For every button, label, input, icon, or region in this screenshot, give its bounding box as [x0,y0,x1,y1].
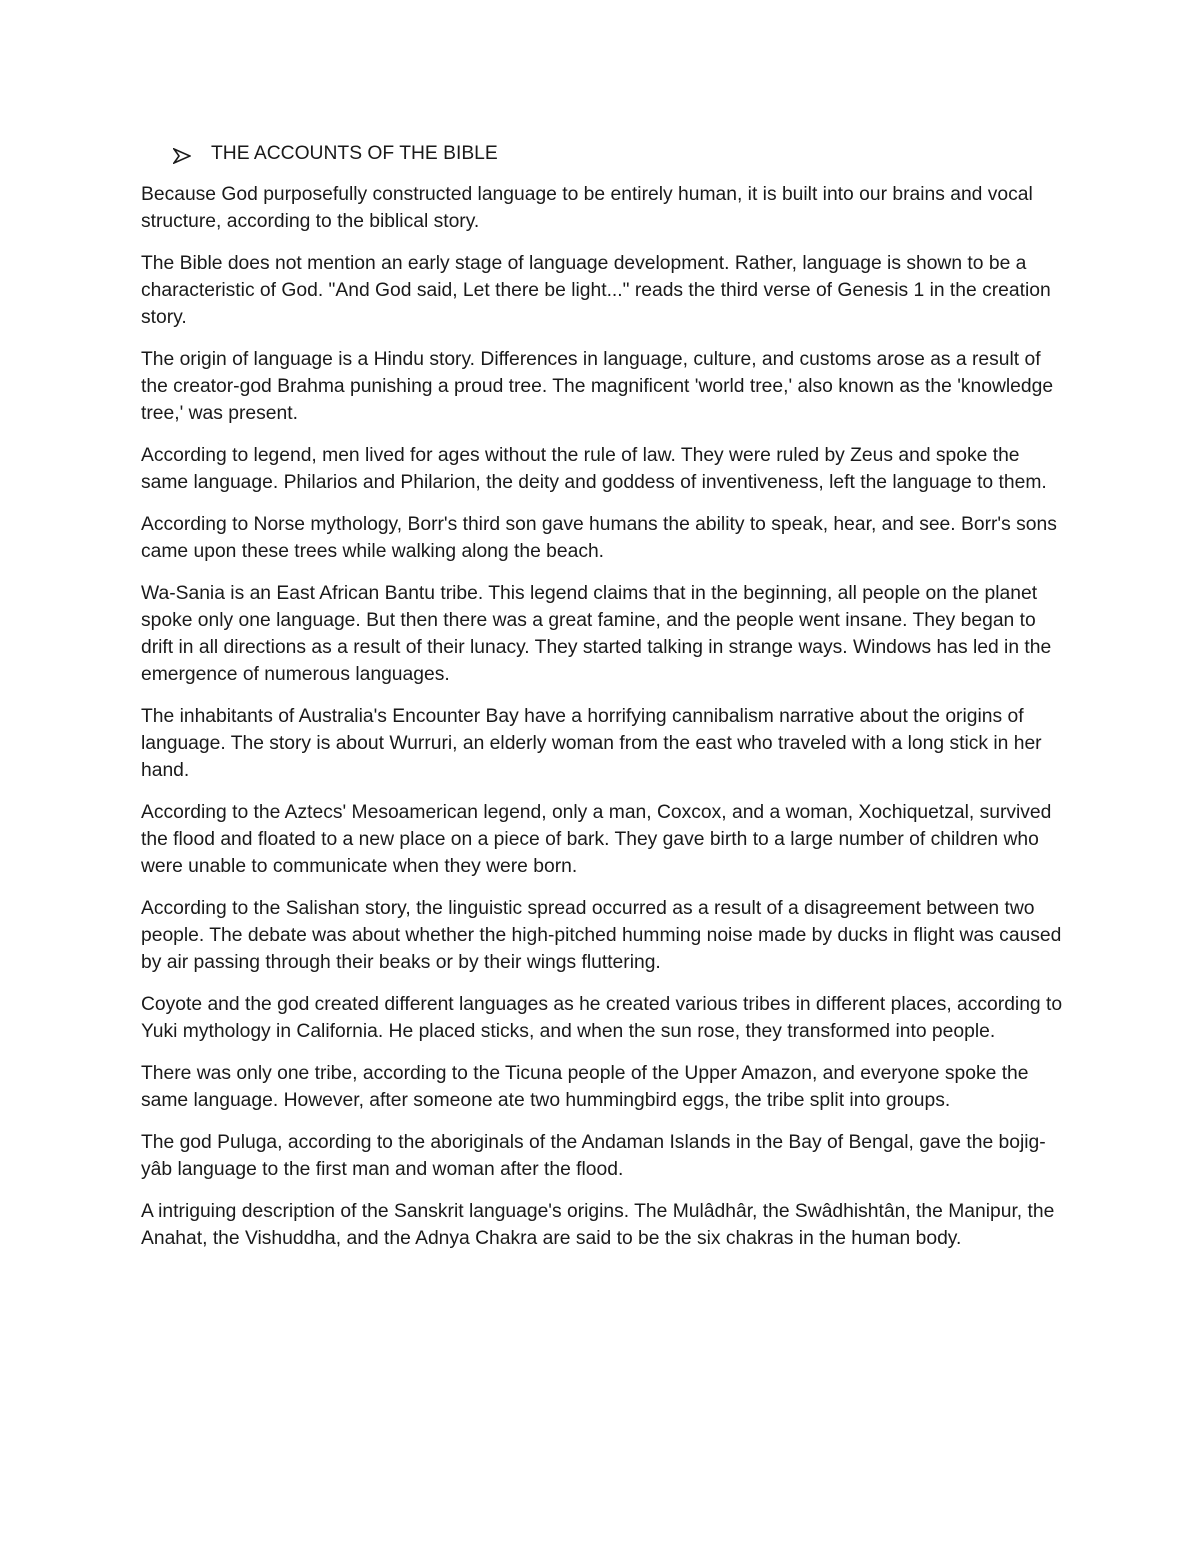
paragraph-andaman-islands: The god Puluga, according to the aboriginals of the Andaman Islands in the Bay of Bengal, gave the bojig-yâb language to the first man and woman after the flood. [141,1132,1046,1180]
paragraph-wa-sania: Wa-Sania is an East African Bantu tribe. This legend claims that in the beginning, all people on the planet spoke only one language. But then there was a great famine, and the people went insane. They began to drift in all directions as a result of their lunacy. They started talking in strange ways. Windows has led in the emergence of numerous languages. [141,583,1052,685]
paragraph-salishan-story: According to the Salishan story, the linguistic spread occurred as a result of a disagreement between two people. The debate was about whether the high-pitched humming noise made by ducks in flight was caused by air passing through their beaks or by their wings fluttering. [141,898,1062,973]
heading-text: THE ACCOUNTS OF THE BIBLE [211,143,498,164]
paragraph-zeus-legend: According to legend, men lived for ages without the rule of law. They were ruled by Zeus and spoke the same language. Philarios and Philarion, the deity and goddess of inventiveness, left the language to them. [141,445,1047,493]
paragraph-yuki-mythology: Coyote and the god created different languages as he created various tribes in different places, according to Yuki mythology in California. He placed sticks, and when the sun rose, they transformed into people. [141,994,1063,1042]
section-heading [173,140,1066,167]
paragraph-hindu-story: The origin of language is a Hindu story. Differences in language, culture, and customs arose as a result of the creator-god Brahma punishing a proud tree. The magnificent 'world tree,' also known as the 'knowledge tree,' was present. [141,349,1054,424]
paragraph-encounter-bay: The inhabitants of Australia's Encounter Bay have a horrifying cannibalism narrative about the origins of language. The story is about Wurruri, an elderly woman from the east who traveled with a long stick in her hand. [141,706,1042,781]
paragraph-genesis: The Bible does not mention an early stage of language development. Rather, language is shown to be a characteristic of God. "And God said, Let there be light..." reads the third verse of Genesis 1 in the creation story. [141,253,1051,328]
paragraph-biblical-story: Because God purposefully constructed language to be entirely human, it is built into our brains and vocal structure, according to the biblical story. [141,184,1033,232]
arrowhead-bullet-icon [173,143,211,164]
paragraph-sanskrit-origins: A intriguing description of the Sanskrit language's origins. The Mulâdhâr, the Swâdhishtân, the Manipur, the Anahat, the Vishuddha, and the Adnya Chakra are said to be the six chakras in the human body. [141,1201,1055,1249]
paragraph-aztec-legend: According to the Aztecs' Mesoamerican legend, only a man, Coxcox, and a woman, Xochiquetzal, survived the flood and floated to a new place on a piece of bark. They gave birth to a large number of children who were unable to communicate when they were born. [141,802,1052,877]
document-body [141,140,1066,1267]
paragraph-norse-mythology: According to Norse mythology, Borr's third son gave humans the ability to speak, hear, and see. Borr's sons came upon these trees while walking along the beach. [141,514,1057,562]
paragraph-ticuna-people: There was only one tribe, according to the Ticuna people of the Upper Amazon, and everyone spoke the same language. However, after someone ate two hummingbird eggs, the tribe split into groups. [141,1063,1029,1111]
